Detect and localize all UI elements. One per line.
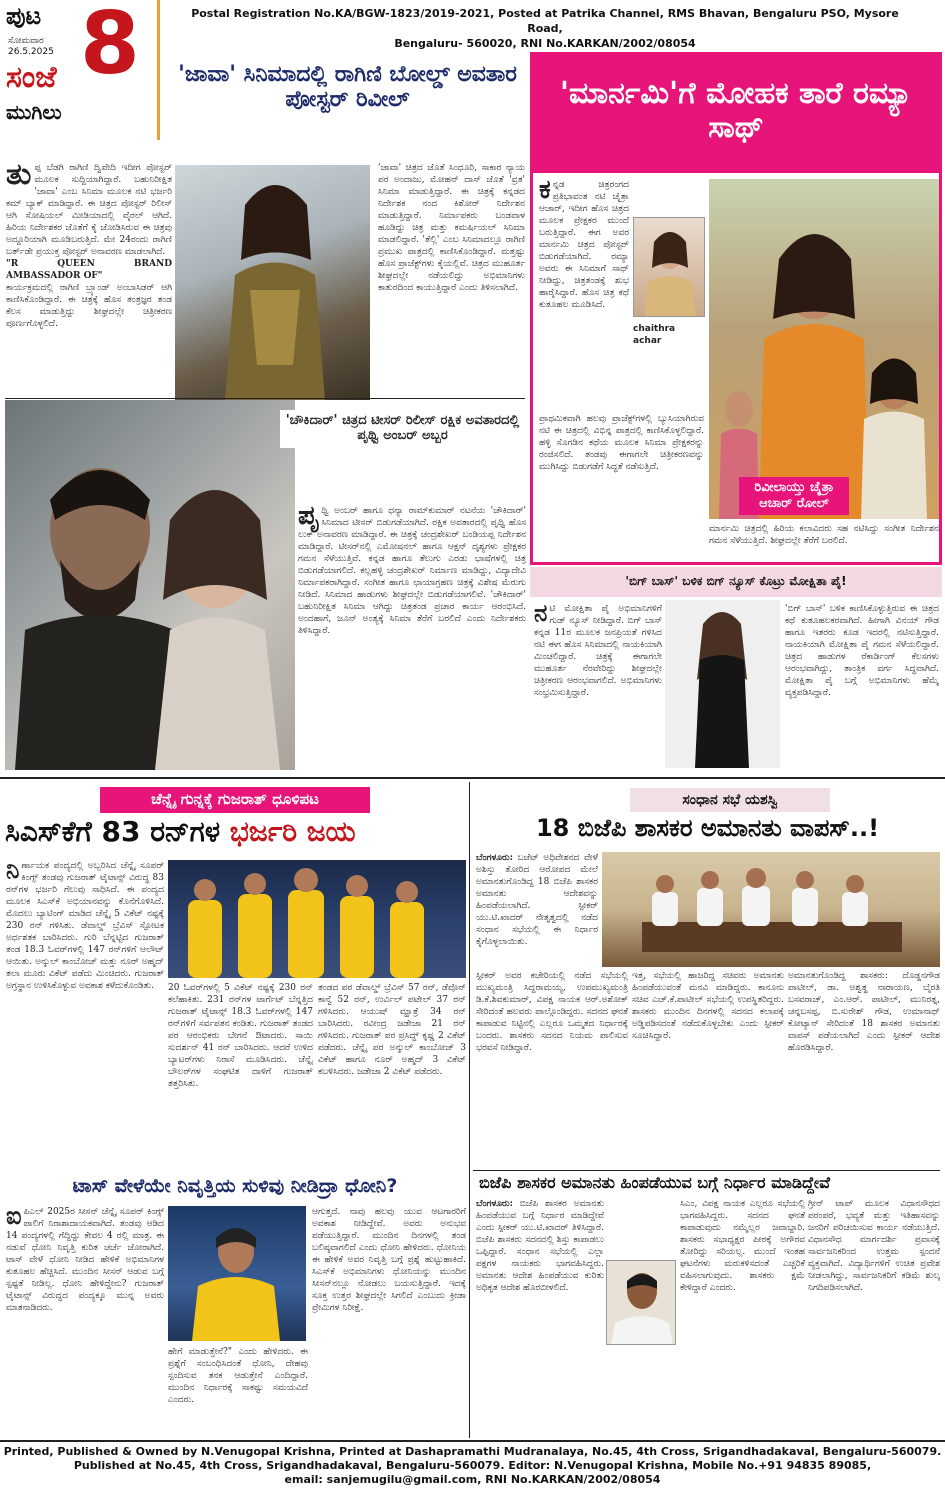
poster-badge: ರಿವೀಲಾಯ್ತು ಚೈತ್ರಾ ಆಚಾರ್ ರೋಲ್ (739, 477, 849, 515)
dhoni-photo (168, 1206, 306, 1341)
meeting-illustration (602, 852, 940, 967)
toss-headline: ಟಾಸ್ ವೇಳೆಯೇ ನಿವೃತ್ತಿಯ ಸುಳಿವು ನೀಡಿದ್ರಾ ಧೋನಿ? (72, 1175, 398, 1197)
mla-body-col3: ಅಮಾನತುಗೊಂಡಿದ್ದ ಶಾಸಕರು: ದೊಡ್ಡನಗೌಡ ಪಾಟೀಲ್, ಡಾ. ಅಶ್ವತ್ಥ ನಾರಾಯಣ, ಬೈರತಿ ಬಸವರಾಜ್, ಎಂ.ಆರ್. ಪಾಟೀಲ್, ಮುನಿರತ್ನ, ಚನ್ನಬಸಪ್ಪ, ಬಿ.ಸುರೇಶ್ ಗೌಡ, ಉಮಾನಾಥ್ ಕೋಟ್ಯಾನ್ ಸೇರಿದಂತೆ 18 ಶಾಸಕರ ಅಮಾನತು ವಾಪಸ್ ಪಡೆಯಲಾಗಿದೆ ಎಂದು ಸ್ಪೀಕರ್ ಆದೇಶ ಹೊರಡಿಸಿದ್ದಾರೆ. (788, 971, 940, 1053)
mla-body-lead: ಬೆಂಗಳೂರು: ಬಜೆಟ್ ಅಧಿವೇಶನದ ವೇಳೆ ಅಶಿಸ್ತು ತೋರಿದ ಆರೋಪದ ಮೇಲೆ ಅಮಾನತುಗೊಂಡಿದ್ದ 18 ಬಿಜೆಪಿ ಶಾಸಕರ ಅಮಾನತು ಆದೇಶವನ್ನು ಹಿಂಪಡೆಯಲಾಗಿದೆ. ಸ್ಪೀಕರ್ ಯು.ಟಿ.ಖಾದರ್ ನೇತೃತ್ವದಲ್ಲಿ ನಡೆದ ಸಂಧಾನ ಸಭೆಯಲ್ಲಿ ಈ ನಿರ್ಧಾರ ಕೈಗೊಳ್ಳಲಾಯಿತು. (476, 853, 598, 947)
jaava-body-right: 'ಜಾವಾ' ಚಿತ್ರದ ಜೊತೆ ಸಿಂಧೂರಿ, ಸಾಕಾರ ನ್ಯಾಯ ಪರ ಅಂದಾಜು, ಮೋಹನ್ ದಾಸ್ ಜೊತೆ 'ವ್ರತ' ಸಿನಿಮಾ ಮಾಡುತ್ತಿದ್ದಾರೆ. ಈ ಚಿತ್ರಕ್ಕೆ ಕನ್ನಡದ ನಿರ್ದೇಶಕ ನಂದ ಕಿಶೋರ್ ನಿರ್ದೇಶನ ಮಾಡುತ್ತಿದ್ದಾರೆ. ನಿರ್ಮಾಪಕರು ಬಂಡವಾಳ ಹೂಡಿದ್ದು ಚಿತ್ರ ಮತ್ತು ಕಮರ್ಷಿಯಲ್ ಸಿನಿಮಾ ಮಾಡಲಿದ್ದಾರೆ. 'ತೆಲ್ಲಿ' ಎಂಬ ಸಿನಿಮಾದಲ್ಲೂ ರಾಗಿಣಿ ಪ್ರಮುಖ ಪಾತ್ರದಲ್ಲಿ ಕಾಣಿಸಿಕೊಂಡಿದ್ದಾರೆ. ಮತ್ತಷ್ಟು ಹೊಸ ಪ್ರಾಜೆಕ್ಟ್‌ಗಳು ಕೈಯಲ್ಲಿವೆ. ಚಿತ್ರದ ಮುಹೂರ್ತ ಶೀಘ್ರದಲ್ಲೇ ನಡೆಯಲಿದ್ದು ಅಭಿಮಾನಿಗಳು ಕಾತುರದಿಂದ ಕಾಯುತ್ತಿದ್ದಾರೆ ಎಂದು ತಿಳಿಸಲಾಗಿದೆ. (378, 163, 525, 293)
csk-team-illustration (168, 860, 466, 978)
bigg-boss-body-left: ನ ಟಿ ಮೋಕ್ಷಿತಾ ಪೈ ಅಭಿಮಾನಿಗಳಿಗೆ ಗುಡ್ ನ್ಯೂಸ್ ನೀಡಿದ್ದಾರೆ. ಬಿಗ್ ಬಾಸ್ ಕನ್ನಡ 11ರ ಮೂಲಕ ಜನಪ್ರಿಯತೆ ಗಳಿಸಿದ ನಟಿ ಈಗ ಹೊಸ ಸಿನಿಮಾದಲ್ಲಿ ನಾಯಕಿಯಾಗಿ ಮಿಂಚಲಿದ್ದಾರೆ. ಚಿತ್ರಕ್ಕೆ ಈಗಾಗಲೇ ಮುಹೂರ್ತ ನೆರವೇರಿದ್ದು ಶೀಘ್ರದಲ್ಲೇ ಚಿತ್ರೀಕರಣ ಆರಂಭವಾಗಲಿದೆ. ಅಭಿಮಾನಿಗಳು ಸಂಭ್ರಮಿಸುತ್ತಿದ್ದಾರೆ. (534, 603, 662, 698)
csk-headline-part-a: ಸಿಎಸ್‌ಕೆಗೆ 83 ರನ್‌ಗಳ (5, 815, 230, 848)
bjp-headline: ಬಿಜೆಪಿ ಶಾಸಕರ ಅಮಾನತು ಹಿಂಪಡೆಯುವ ಬಗ್ಗೆ ನಿರ್ಧಾರ ಮಾಡಿದ್ದೇವೆ (479, 1173, 830, 1192)
marnami-poster-illustration (709, 179, 939, 519)
postal-registration (175, 6, 915, 51)
ramya-body-right: ಮಾರ್ನಮಿ ಚಿತ್ರದಲ್ಲಿ ಹಿರಿಯ ಕಲಾವಿದರು ಸಹ ನಟಿಸಿದ್ದು ಸಂಗೀತ ನಿರ್ದೇಶನ ಗಮನ ಸೆಳೆಯುತ್ತಿದೆ. ಶೀಘ್ರದಲ್ಲೇ ತೆರೆಗೆ ಬರಲಿದೆ. (709, 524, 939, 546)
ramya-article-box (530, 170, 942, 565)
issue-date (8, 36, 54, 58)
mla-kicker: ಸಂಧಾನ ಸಭೆ ಯಶಸ್ವಿ (630, 788, 830, 812)
ramya-portrait (633, 217, 705, 317)
mla-body-col1: ಸ್ಪೀಕರ್ ಅವರ ಕಚೇರಿಯಲ್ಲಿ ನಡೆದ ಸಭೆಯಲ್ಲಿ ಮುಖ್ಯಮಂತ್ರಿ ಸಿದ್ದರಾಮಯ್ಯ, ಉಪಮುಖ್ಯಮಂತ್ರಿ ಡಿ.ಕೆ.ಶಿವಕುಮಾರ್, ವಿಪಕ್ಷ ನಾಯಕ ಆರ್.ಅಶೋಕ್ ಸೇರಿದಂತೆ ಹಲವರು ಪಾಲ್ಗೊಂಡಿದ್ದರು. ಸದನದ ಘನತೆ ಕಾಪಾಡುವ ನಿಟ್ಟಿನಲ್ಲಿ ಎಲ್ಲರೂ ಒಮ್ಮತದ ನಿರ್ಧಾರಕ್ಕೆ ಬಂದರು. ಶಾಸಕರು ಸದನದ ನಿಯಮ ಪಾಲಿಸುವ ಭರವಸೆ ನೀಡಿದ್ದಾರೆ. (476, 971, 628, 1053)
speaker-portrait (606, 1260, 676, 1345)
page-number: 8 (80, 0, 140, 94)
dhoni-figure-illustration (168, 1206, 306, 1341)
ragini-figure-illustration (175, 165, 370, 400)
csk-headline (5, 816, 465, 848)
chaukidar-body: ಪೃ ಥ್ವಿ ಅಂಬರ್ ಹಾಗೂ ಧನ್ಯಾ ರಾಮ್‌ಕುಮಾರ್ ನಟನೆಯ 'ಚೌಕಿದಾರ್' ಸಿನಿಮಾದ ಟೀಸರ್ ಬಿಡುಗಡೆಯಾಗಿದೆ. ರಕ್ಷಿಕ ಅವತಾರದಲ್ಲಿ ಪೃಥ್ವಿ ಹೊಸ ಲುಕ್ ಅನಾವರಣ ಮಾಡಿದ್ದಾರೆ. ಈ ಚಿತ್ರಕ್ಕೆ ಚಂದ್ರಶೇಖರ್ ಬಂಡಿಯಪ್ಪ ನಿರ್ದೇಶನ ಮಾಡಿದ್ದಾರೆ. ಟೀಸರ್‌ನಲ್ಲಿ ಎಮೋಷನಲ್ ಹಾಗೂ ಆಕ್ಷನ್ ದೃಶ್ಯಗಳು ಪ್ರೇಕ್ಷಕರ ಗಮನ ಸೆಳೆಯುತ್ತಿವೆ. ಕನ್ನಡ ಹಾಗೂ ತೆಲುಗು ಎರಡು ಭಾಷೆಗಳಲ್ಲಿ ಚಿತ್ರ ಬಿಡುಗಡೆಯಾಗಲಿದೆ. ಕಲ್ಲಹಳ್ಳಿ ಚಂದ್ರಶೇಖರ್ ನಿರ್ಮಾಣ ಮಾಡಿದ್ದು, ವಿದ್ಯಾದೇವಿ ನಿರ್ಮಾಪಕರಾಗಿದ್ದಾರೆ. ಸಂಗೀತ ಹಾಗೂ ಛಾಯಾಗ್ರಹಣ ಚಿತ್ರಕ್ಕೆ ವಿಶೇಷ ಮೆರುಗು ನೀಡಿದೆ. ಸಿನಿಮಾದ ಹಾಡುಗಳು ಶೀಘ್ರದಲ್ಲೇ ಬಿಡುಗಡೆಯಾಗಲಿವೆ. 'ಚೌಕಿದಾರ್' ಬಹುನಿರೀಕ್ಷಿತ ಸಿನಿಮಾ ಆಗಿದ್ದು ಚಿತ್ರತಂಡ ಪ್ರಚಾರ ಕಾರ್ಯ ಆರಂಭಿಸಿದೆ. ಅಂದಹಾಗೆ, ಜೂನ್ ಅಂತ್ಯಕ್ಕೆ ಸಿನಿಮಾ ತೆರೆಗೆ ಬರಲಿದೆ ಎಂದು ನಿರ್ದೇಶಕರು ತಿಳಿಸಿದ್ದಾರೆ. (298, 505, 526, 636)
chaukidar-poster (5, 400, 295, 770)
toss-body-right: ಆಗುತ್ತದೆ. ನಾವು ಹಲವು ಯುವ ಆಟಗಾರರಿಗೆ ಅವಕಾಶ ನೀಡಿದ್ದೇವೆ. ಅವರು ಅನುಭವ ಪಡೆಯುತ್ತಿದ್ದಾರೆ. ಮುಂದಿನ ದಿನಗಳಲ್ಲಿ ತಂಡ ಬಲಿಷ್ಠವಾಗಲಿದೆ ಎಂದು ಧೋನಿ ಹೇಳಿದರು. ಧೋನಿಯ ಈ ಹೇಳಿಕೆ ಅವರ ನಿವೃತ್ತಿ ಬಗ್ಗೆ ಪ್ರಶ್ನೆ ಹುಟ್ಟುಹಾಕಿದೆ. ಸಿಎಸ್‌ಕೆ ಅಭಿಮಾನಿಗಳು ಧೋನಿಯನ್ನು ಮುಂದಿನ ಸೀಸನ್‌ನಲ್ಲೂ ನೋಡಲು ಬಯಸುತ್ತಿದ್ದಾರೆ. ಇದಕ್ಕೆ ಸೂಕ್ತ ಉತ್ತರ ಶೀಘ್ರದಲ್ಲೇ ಸಿಗಲಿದೆ ಎಂಬುದು ಕ್ರೀಡಾ ಪ್ರೇಮಿಗಳ ನಿರೀಕ್ಷೆ. (312, 1207, 466, 1313)
bjp-body-right: ಗ್ರೀನ್ ಟಾಪ್ ಮೂಲಕ ವಿಧಾನಸೌಧದ ಪರಂಪರೆ, ಭವ್ಯತೆ ಮತ್ತು ಇತಿಹಾಸವನ್ನು ಜನರಿಗೆ ಪರಿಚಯಿಸುವ ಕಾರ್ಯ ನಡೆಯುತ್ತಿದೆ. ವಿಧಾನಸೌಧ ಮಾರ್ಗದರ್ಶಿ ಪ್ರವಾಸಕ್ಕೆ ಸಾರ್ವಜನಿಕರಿಂದ ಉತ್ತಮ ಸ್ಪಂದನೆ ವ್ಯಕ್ತವಾಗಿದೆ. ವಿದ್ಯಾರ್ಥಿಗಳಿಗೆ ಉಚಿತ ಪ್ರವೇಶ ನೀಡಲಾಗಿದ್ದು, ಸಾರ್ವಜನಿಕರಿಗೆ ಕಡಿಮೆ ಶುಲ್ಕ ನಿಗದಿಪಡಿಸಲಾಗಿದೆ. (808, 1199, 940, 1293)
csk-body-left: ನಿ ರ್ಣಾಯಕ ಪಂದ್ಯದಲ್ಲಿ ಅಬ್ಬರಿಸಿದ ಚೆನ್ನೈ ಸೂಪರ್ ಕಿಂಗ್ಸ್ ತಂಡವು ಗುಜರಾತ್ ಟೈಟಾನ್ಸ್ ವಿರುದ್ಧ 83 ರನ್‌ಗಳ ಭರ್ಜರಿ ಗೆಲುವು ಸಾಧಿಸಿದೆ. ಈ ಪಂದ್ಯದ ಮೂಲಕ ಸಿಎಸ್‌ಕೆ ಅಭಿಯಾನವನ್ನು ಕೊನೆಗೊಳಿಸಿದೆ. ಮೊದಲು ಬ್ಯಾಟಿಂಗ್ ಮಾಡಿದ ಚೆನ್ನೈ 5 ವಿಕೆಟ್ ನಷ್ಟಕ್ಕೆ 230 ರನ್ ಗಳಿಸಿತು. ಡೆವಾಲ್ಡ್ ಬ್ರೆವಿಸ್ ಸ್ಫೋಟಕ ಅರ್ಧಶತಕ ಬಾರಿಸಿದರು. ಗುರಿ ಬೆನ್ನಟ್ಟಿದ ಗುಜರಾತ್ ತಂಡ 18.3 ಓವರ್‌ಗಳಲ್ಲಿ 147 ರನ್‌ಗಳಿಗೆ ಆಲೌಟ್ ಆಯಿತು. ಅನ್ಶುಲ್ ಕಾಂಬೋಜ್ ಮತ್ತು ನೂರ್ ಅಹ್ಮದ್ ತಲಾ ಮೂರು ವಿಕೆಟ್ ಪಡೆದು ಮಿಂಚಿದರು. ಗುಜರಾತ್ ಅಗ್ರಸ್ಥಾನ ಉಳಿಸಿಕೊಳ್ಳುವ ಅವಕಾಶ ಕಳೆದುಕೊಂಡಿತು. (6, 860, 164, 991)
footer-line-3: email: sanjemugilu@gmail.com, RNI No.KARKAN/2002/08054 (284, 1473, 661, 1486)
mla-body-col2: ಇತ್ತ, ಸಭೆಯಲ್ಲಿ ಹಾಜರಿದ್ದ ಸಚಿವರು ಅಮಾನತು ಹಿಂಪಡೆಯುವಂತೆ ಮನವಿ ಮಾಡಿದ್ದರು. ಕಾನೂನು ಸಚಿವ ಎಚ್.ಕೆ.ಪಾಟೀಲ್ ಸಭೆಯಲ್ಲಿ ಉಪಸ್ಥಿತರಿದ್ದರು. ಶಾಸಕರು ಮುಂದಿನ ದಿನಗಳಲ್ಲಿ ಸದನದ ಕಲಾಪಕ್ಕೆ ಅಡ್ಡಿಪಡಿಸದಂತೆ ನಡೆದುಕೊಳ್ಳಬೇಕು ಎಂದು ಸ್ಪೀಕರ್ ಸೂಚಿಸಿದ್ದಾರೆ. (632, 971, 784, 1041)
ragini-photo (175, 165, 370, 400)
csk-kicker: ಚೆನ್ನೈ ಗುನ್ನಕ್ಕೆ ಗುಜರಾತ್ ಧೂಳಿಪಟ (100, 787, 370, 813)
chaukidar-headline: 'ಚೌಕಿದಾರ್' ಚಿತ್ರದ ಟೀಸರ್ ರಿಲೀಸ್ ರಕ್ಷಿಕ ಅವತಾರದಲ್ಲಿ ಪೃಥ್ವಿ ಅಂಬರ್ ಅಬ್ಬರ (280, 410, 525, 448)
bigg-boss-headline: 'ಬಿಗ್ ಬಾಸ್' ಬಳಿಕ ಬಿಗ್ ನ್ಯೂಸ್ ಕೊಟ್ರು ಮೋಕ್ಷಿತಾ ಪೈ! (530, 567, 942, 597)
ramya-body-lead: ಕ ನ್ನಡ ಚಿತ್ರರಂಗದ ಪ್ರತಿಭಾವಂತ ನಟಿ ಚೈತ್ರಾ ಆಚಾರ್, ಇದೀಗ ಹೊಸ ಚಿತ್ರದ ಮೂಲಕ ಪ್ರೇಕ್ಷಕರ ಮುಂದೆ ಬರುತ್ತಿದ್ದಾರೆ. ಈಗ ಅವರ ಮಾರ್ನಮಿ ಚಿತ್ರದ ಪೋಸ್ಟರ್ ಬಿಡುಗಡೆಯಾಗಿದೆ. ರಮ್ಯಾ ಅವರು ಈ ಸಿನಿಮಾಗೆ ಸಾಥ್ ನೀಡಿದ್ದು, ಚಿತ್ರತಂಡಕ್ಕೆ ಶುಭ ಹಾರೈಸಿದ್ದಾರೆ. ಹೊಸ ಚಿತ್ರ ಕಥೆ ಕುತೂಹಲ ಮೂಡಿಸಿದೆ. (539, 179, 629, 310)
jaava-body-left: ತು ಪ್ಪ ಬೆಡಗಿ ರಾಗಿಣಿ ದ್ವಿವೇದಿ ಇದೀಗ ಪೋಸ್ಟರ್ ಮೂಲಕ ಸುದ್ದಿಯಾಗಿದ್ದಾರೆ. ಬಹುನಿರೀಕ್ಷಿತ 'ಜಾವಾ' ಎಂಬ ಸಿನಿಮಾ ಮೂಲಕ ನಟಿ ಭರ್ಜರಿ ಕಮ್ ಬ್ಯಾಕ್ ಮಾಡಿದ್ದಾರೆ. ಈ ಚಿತ್ರದ ಪೋಸ್ಟರ್ ರಿಲೀಸ್ ಆಗಿ ಸೋಷಿಯಲ್ ಮೀಡಿಯಾದಲ್ಲಿ ವೈರಲ್ ಆಗಿದೆ. ಹಿರಿಯ ನಿರ್ದೇಶಕರ ಜೊತೆಗೆ ಕೈ ಜೋಡಿಸಿರುವ ಈ ಚಿತ್ರವು ಅದ್ದೂರಿಯಾಗಿ ಮೂಡಿಬರುತ್ತಿದೆ. ಮೇ 24ರಂದು ರಾಗಿಣಿ ಬರ್ತ್‌ಡೇ ಪ್ರಯುಕ್ತ ಪೋಸ್ಟರ್ ಅನಾವರಣ ಮಾಡಲಾಗಿದೆ. "R QUEEN BRAND AMBASSADOR OF" ಕಾರ್ಯಕ್ರಮದಲ್ಲಿ ರಾಗಿಣಿ ಬ್ರ್ಯಾಂಡ್ ಅಂಬಾಸಿಡರ್ ಆಗಿ ಕಾಣಿಸಿಕೊಂಡಿದ್ದಾರೆ. ಈ ಚಿತ್ರಕ್ಕೆ ಹೊಸ ತಂತ್ರಜ್ಞರ ತಂಡ ಕೆಲಸ ಮಾಡುತ್ತಿದ್ದು ಶೀಘ್ರದಲ್ಲೇ ಚಿತ್ರೀಕರಣ ಪೂರ್ಣಗೊಳ್ಳಲಿದೆ. (6, 162, 172, 329)
speaker-portrait-illustration (607, 1261, 676, 1345)
toss-body-mid: ಹೇಗೆ ಮಾಡುತ್ತೇನೆ?" ಎಂದು ಹೇಳಿದರು. ಈ ಪ್ರಶ್ನೆಗೆ ಸಂಬಂಧಿಸಿದಂತೆ ಧೋನಿ, ದೇಹವು ಸ್ಪಂದಿಸುವ ತನಕ ಆಡುತ್ತೇನೆ ಎಂದಿದ್ದಾರೆ. ಮುಂದಿನ ನಿರ್ಧಾರಕ್ಕೆ ಸಾಕಷ್ಟು ಸಮಯವಿದೆ ಎಂದರು. (168, 1347, 308, 1405)
jaava-ambassador-quote: "R QUEEN BRAND AMBASSADOR OF" (6, 259, 172, 281)
marnami-poster (709, 179, 939, 519)
mokshitha-photo (665, 600, 780, 768)
ramya-headline: 'ಮಾರ್ನಮಿ'ಗೆ ಮೋಹಕ ತಾರೆ ರಮ್ಯಾ ಸಾಥ್ (530, 52, 942, 170)
bjp-body-left: ಬೆಂಗಳೂರು: ಬಿಜೆಪಿ ಶಾಸಕರ ಅಮಾನತು ಹಿಂಪಡೆಯುವ ಬಗ್ಗೆ ನಿರ್ಧಾರ ಮಾಡಿದ್ದೇವೆ ಎಂದು ಸ್ಪೀಕರ್ ಯು.ಟಿ.ಖಾದರ್ ತಿಳಿಸಿದ್ದಾರೆ. ಬಿಜೆಪಿ ಶಾಸಕರು ಸದನದಲ್ಲಿ ಶಿಸ್ತು ಕಾಪಾಡಲು ಒಪ್ಪಿದ್ದಾರೆ. ಸಂಧಾನ ಸಭೆಯಲ್ಲಿ ಎಲ್ಲಾ ಪಕ್ಷಗಳ ನಾಯಕರು ಭಾಗವಹಿಸಿದ್ದರು. ಅಮಾನತು ಆದೇಶ ಹಿಂಪಡೆಯುವ ಕುರಿತು ಅಧಿಕೃತ ಆದೇಶ ಹೊರಬೀಳಲಿದೆ. (476, 1199, 604, 1293)
csk-team-photo (168, 860, 466, 978)
toss-body-left: ಐ ಪಿಎಲ್ 2025ರ ಸೀಸನ್ ಚೆನ್ನೈ ಸೂಪರ್ ಕಿಂಗ್ಸ್ ಪಾಲಿಗೆ ನಿರಾಶಾದಾಯಕವಾಗಿದೆ. ತಂಡವು ಆಡಿದ 14 ಪಂದ್ಯಗಳಲ್ಲಿ ಗೆದ್ದಿದ್ದು ಕೇವಲ 4 ರಲ್ಲಿ ಮಾತ್ರ. ಈ ನಡುವೆ ಧೋನಿ ನಿವೃತ್ತಿ ಕುರಿತ ಚರ್ಚೆ ಜೋರಾಗಿದೆ. ಟಾಸ್ ವೇಳೆ ಧೋನಿ ನೀಡಿದ ಹೇಳಿಕೆ ಅಭಿಮಾನಿಗಳ ಕುತೂಹಲ ಹೆಚ್ಚಿಸಿದೆ. ಮುಂದಿನ ಸೀಸನ್ ಆಡುವ ಬಗ್ಗೆ ಸ್ಪಷ್ಟತೆ ನೀಡಿಲ್ಲ. ಧೋನಿ ಹೇಳಿದ್ದೇನು? ಗುಜರಾತ್ ಟೈಟಾನ್ಸ್ ವಿರುದ್ಧದ ಪಂದ್ಯಕ್ಕೂ ಮುನ್ನ ಅವರು ಮಾತನಾಡಿದರು. (6, 1206, 164, 1313)
footer-line-1: Printed, Published & Owned by N.Venugopal Krishna, Printed at Dashapramathi Mudranalaya, No.45, 4th Cross, Srigandhadakaval, Bengaluru-560079. (3, 1445, 942, 1458)
section-label: ಪುಟ (6, 2, 42, 30)
paper-name-line1: ಸಂಜೆ (6, 60, 57, 95)
divider (5, 398, 525, 399)
chaukidar-poster-illustration (5, 400, 295, 770)
mokshitha-figure-illustration (665, 600, 780, 768)
postal-line-2: Bengaluru- 560020, RNI No.KARKAN/2002/08054 (394, 37, 696, 50)
weekday: ಸೋಮವಾರ (8, 36, 44, 46)
ramya-body-mid: ಪ್ರಾಥಮಿಕವಾಗಿ ಹಲವು ಪ್ರಾಜೆಕ್ಟ್‌ಗಳಲ್ಲಿ ಬ್ಯುಸಿಯಾಗಿರುವ ನಟಿ ಈ ಚಿತ್ರದಲ್ಲಿ ವಿಭಿನ್ನ ಪಾತ್ರದಲ್ಲಿ ಕಾಣಿಸಿಕೊಳ್ಳಲಿದ್ದಾರೆ. ಹಳ್ಳಿ ಸೊಗಡಿನ ಕಥೆಯ ಮೂಲಕ ಸಿನಿಮಾ ಪ್ರೇಕ್ಷಕರನ್ನು ರಂಜಿಸಲಿದೆ. ತಂಡವು ಈಗಾಗಲೇ ಚಿತ್ರೀಕರಣವನ್ನು ಮುಗಿಸಿದ್ದು ಬಿಡುಗಡೆಗೆ ಸಿದ್ಧತೆ ನಡೆಸುತ್ತಿದೆ. (539, 414, 704, 472)
ramya-caption-name: chaithra achar (633, 324, 676, 346)
masthead (0, 0, 160, 140)
mla-headline: 18 ಬಿಜೆಪಿ ಶಾಸಕರ ಅಮಾನತು ವಾಪಸ್..! (535, 814, 880, 842)
ramya-portrait-illustration (634, 218, 705, 317)
column-divider (469, 782, 470, 1438)
bigg-boss-body-right: 'ಬಿಗ್ ಬಾಸ್' ಬಳಿಕ ಕಾಣಿಸಿಕೊಳ್ಳುತ್ತಿರುವ ಈ ಚಿತ್ರದ ಕಥೆ ಕುತೂಹಲಕರವಾಗಿದೆ. ಹೀಗಾಗಿ ವಿನಯ್ ಗೌಡ ಹಾಗೂ ಇತರರು ಕೂಡ ಇದರಲ್ಲಿ ನಟಿಸುತ್ತಿದ್ದಾರೆ. ನಾಯಕಿಯಾಗಿ ಮೋಕ್ಷಿತಾ ಪೈ ಗಮನ ಸೆಳೆಯಲಿದ್ದಾರೆ. ಚಿತ್ರದ ಹಾಡುಗಳ ರೆಕಾರ್ಡಿಂಗ್ ಕೆಲಸಗಳು ಆರಂಭವಾಗಿದ್ದು, ತಾಂತ್ರಿಕ ವರ್ಗ ಸಿದ್ಧವಾಗಿದೆ. ಮೋಕ್ಷಿತಾ ಪೈ ಬಗ್ಗೆ ಅಭಿಮಾನಿಗಳು ಹೆಮ್ಮೆ ವ್ಯಕ್ತಪಡಿಸಿದ್ದಾರೆ. (785, 604, 939, 698)
bjp-body-mid: ಸಿಎಂ, ವಿಪಕ್ಷ ನಾಯಕ ಎಲ್ಲರೂ ಸಭೆಯಲ್ಲಿ ಭಾಗವಹಿಸಿದ್ದರು. ಸದನದ ಘನತೆ ಕಾಪಾಡುವುದು ನಮ್ಮೆಲ್ಲರ ಜವಾಬ್ದಾರಿ. ಶಾಸಕರು ಸಭಾಧ್ಯಕ್ಷರ ಪೀಠಕ್ಕೆ ಅಗೌರವ ತೋರಿದ್ದು ಸರಿಯಲ್ಲ. ಮುಂದೆ ಇಂತಹ ಘಟನೆಗಳು ಮರುಕಳಿಸದಂತೆ ಎಚ್ಚರಿಕೆ ವಹಿಸಲಾಗುವುದು. ಶಾಸಕರು ಕ್ಷಮೆ ಕೇಳಿದ್ದಾರೆ ಎಂದರು. (680, 1199, 805, 1293)
csk-body-right: ತಂಡದ ಪರ ಡೆವಾಲ್ಡ್ ಬ್ರೆವಿಸ್ 57 ರನ್, ಡೆವೊನ್ ಕಾನ್ವೆ 52 ರನ್, ಉರ್ವಿಲ್ ಪಟೇಲ್ 37 ರನ್ ಗಳಿಸಿದರು. ಆಯುಷ್ ಮ್ಹಾತ್ರೆ 34 ರನ್ ಬಾರಿಸಿದರು. ರವೀಂದ್ರ ಜಡೇಜಾ 21 ರನ್ ಗಳಿಸಿದರು. ಗುಜರಾತ್ ಪರ ಪ್ರಸಿದ್ಧ್ ಕೃಷ್ಣ 2 ವಿಕೆಟ್ ಪಡೆದರು. ಚೆನ್ನೈ ಪರ ಅನ್ಶುಲ್ ಕಾಂಬೋಜ್ 3 ವಿಕೆಟ್ ಹಾಗೂ ನೂರ್ ಅಹ್ಮದ್ 3 ವಿಕೆಟ್ ಕಬಳಿಸಿದರು. ಜಡೇಜಾ 2 ವಿಕೆಟ್ ಪಡೆದರು. (318, 983, 466, 1077)
postal-line-1: Postal Registration No.KA/BGW-1823/2019-2021, Posted at Patrika Channel, RMS Bhavan, Bengaluru PSO, Mysore Road, (191, 7, 899, 35)
jaava-headline: 'ಜಾವಾ' ಸಿನಿಮಾದಲ್ಲಿ ರಾಗಿಣಿ ಬೋಲ್ಡ್ ಅವತಾರ ಪೋಸ್ಟರ್ ರಿವೀಲ್ (178, 62, 517, 113)
section-divider (0, 777, 945, 779)
divider (473, 1170, 940, 1171)
csk-body-mid: 20 ಓವರ್‌ಗಳಲ್ಲಿ 5 ವಿಕೆಟ್ ನಷ್ಟಕ್ಕೆ 230 ರನ್ ಕಲೆಹಾಕಿತು. 231 ರನ್‌ಗಳ ಟಾರ್ಗೆಟ್ ಬೆನ್ನತ್ತಿದ ಗುಜರಾತ್ ಟೈಟಾನ್ಸ್ 18.3 ಓವರ್‌ಗಳಲ್ಲಿ 147 ರನ್‌ಗಳಿಗೆ ಸರ್ವಪತನ ಕಂಡಿತು. ಗುಜರಾತ್ ತಂಡದ ಪರ ಆರಂಭಿಕರು ಬೇಗನೆ ಔಟಾದರು. ಸಾಯಿ ಸುದರ್ಶನ್ 41 ರನ್ ಬಾರಿಸಿದರು. ಆದರೆ ಉಳಿದ ಬ್ಯಾಟರ್‌ಗಳು ನಿರಾಸೆ ಮೂಡಿಸಿದರು. ಚೆನ್ನೈ ಬೌಲರ್‌ಗಳ ಸಂಘಟಿತ ದಾಳಿಗೆ ಗುಜರಾತ್ ತತ್ತರಿಸಿತು. (168, 983, 313, 1089)
paper-name-line2: ಮುಗಿಲು (6, 100, 62, 124)
date: 26.5.2025 (8, 47, 54, 57)
meeting-photo (602, 852, 940, 967)
csk-headline-part-b: ಭರ್ಜರಿ ಜಯ (229, 815, 356, 848)
imprint-footer (0, 1440, 945, 1491)
footer-line-2: Published at No.45, 4th Cross, Srigandhadakaval, Bengaluru-560079. Editor: N.Venugopal Krishna, Mobile No.+91 94835 89085, (73, 1459, 872, 1472)
